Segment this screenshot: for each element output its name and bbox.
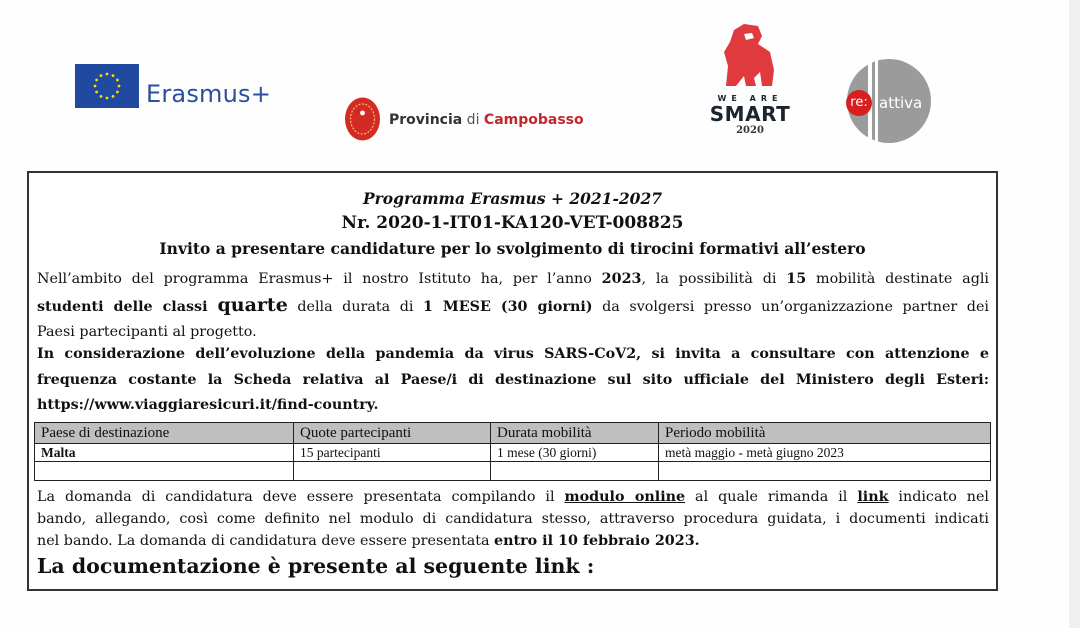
covid-line-2: frequenza costante la Scheda relativa al Paese/i di destinazione sul sito ufficiale del Ministero degli Esteri:	[37, 371, 989, 388]
announcement-box	[27, 171, 998, 591]
header-quota: Quote partecipanti	[294, 423, 491, 444]
intro-text: della durata di	[287, 298, 423, 315]
intro-text: Nell’ambito del programma Erasmus+ il nostro Istituto ha, per l’anno	[37, 271, 602, 287]
intro-text: studenti delle classi	[37, 298, 218, 315]
application-text: La domanda di candidatura deve essere presentata compilando il	[37, 489, 565, 505]
provincia-logo-text	[389, 112, 584, 128]
gorilla-icon	[700, 22, 800, 92]
covid-paragraph	[37, 342, 989, 419]
application-text: nel bando. La domanda di candidatura deve essere presentata	[37, 533, 495, 549]
scrollbar-track[interactable]	[1069, 0, 1080, 628]
smart-year-text: 2020	[736, 125, 764, 136]
erasmus-logo-text: Erasmus+	[146, 80, 272, 108]
viaggiaresicuri-link[interactable]: https://www.viaggiaresicuri.it/find-country.	[37, 397, 379, 413]
mobility-count: 15	[786, 271, 807, 287]
di-word: di	[462, 112, 484, 128]
reattiva-re-badge: re:	[846, 90, 872, 116]
program-title: Programma Erasmus + 2021-2027	[362, 189, 663, 208]
application-text: al quale rimanda il	[685, 489, 858, 505]
cell-quota: 15 partecipanti	[294, 444, 491, 462]
header-duration: Durata mobilità	[491, 423, 659, 444]
reattiva-logo	[846, 58, 932, 144]
erasmus-logo	[75, 64, 290, 110]
cell-destination: Malta	[35, 444, 294, 462]
header-period: Periodo mobilità	[659, 423, 991, 444]
cell-destination	[35, 462, 294, 481]
reattiva-attiva-text: attiva	[879, 94, 923, 112]
intro-line-3: Paesi partecipanti al progetto.	[37, 324, 257, 340]
mobility-table	[34, 422, 991, 481]
call-heading: Invito a presentare candidature per lo svolgimento di tirocini formativi all’estero	[159, 239, 866, 258]
modulo-online-link[interactable]: modulo online	[564, 489, 686, 505]
provincia-emblem-icon	[344, 96, 381, 142]
intro-text: mobilità destinate agli	[806, 271, 989, 287]
smart-text: SMART	[709, 102, 791, 126]
application-paragraph	[37, 486, 989, 552]
intro-text: da svolgersi presso un’organizzazione partner dei	[592, 298, 989, 315]
year-value: 2023	[601, 271, 642, 287]
table-row	[35, 444, 991, 462]
we-are-smart-logo	[700, 22, 800, 144]
application-line-1	[37, 486, 989, 508]
we-are-text: WE ARE	[717, 94, 783, 103]
intro-line-1	[37, 267, 989, 293]
class-quarte: quarte	[217, 293, 288, 316]
application-text: indicato nel	[888, 489, 989, 505]
provincia-campobasso-logo	[344, 96, 584, 144]
link-word[interactable]: link	[857, 489, 889, 505]
deadline-text: entro il 10 febbraio 2023.	[494, 533, 700, 549]
table-header-row	[35, 423, 991, 444]
project-number: Nr. 2020-1-IT01-KA120-VET-008825	[341, 213, 684, 233]
duration-value: 1 MESE (30 giorni)	[422, 298, 593, 315]
covid-line-1: In considerazione dell’evoluzione della pandemia da virus SARS-CoV2, si invita a consultare con attenzione e	[37, 346, 989, 362]
table-row	[35, 462, 991, 481]
application-line-3	[37, 530, 989, 552]
intro-line-2	[37, 293, 989, 321]
intro-text: , la possibilità di	[641, 271, 787, 287]
cell-quota	[294, 462, 491, 481]
cell-duration	[491, 462, 659, 481]
application-line-2: bando, allegando, così come definito nel modulo di candidatura stesso, attraverso procedura guidata, i documenti indicati	[37, 511, 989, 527]
cell-duration: 1 mese (30 giorni)	[491, 444, 659, 462]
documentation-link-heading: La documentazione è presente al seguente link :	[37, 554, 595, 578]
campobasso-word: Campobasso	[483, 112, 584, 128]
provincia-word: Provincia	[389, 112, 463, 128]
header-destination: Paese di destinazione	[35, 423, 294, 444]
cell-period: metà maggio - metà giugno 2023	[659, 444, 991, 462]
intro-paragraph	[37, 267, 989, 346]
eu-flag-icon	[75, 64, 139, 108]
cell-period	[659, 462, 991, 481]
